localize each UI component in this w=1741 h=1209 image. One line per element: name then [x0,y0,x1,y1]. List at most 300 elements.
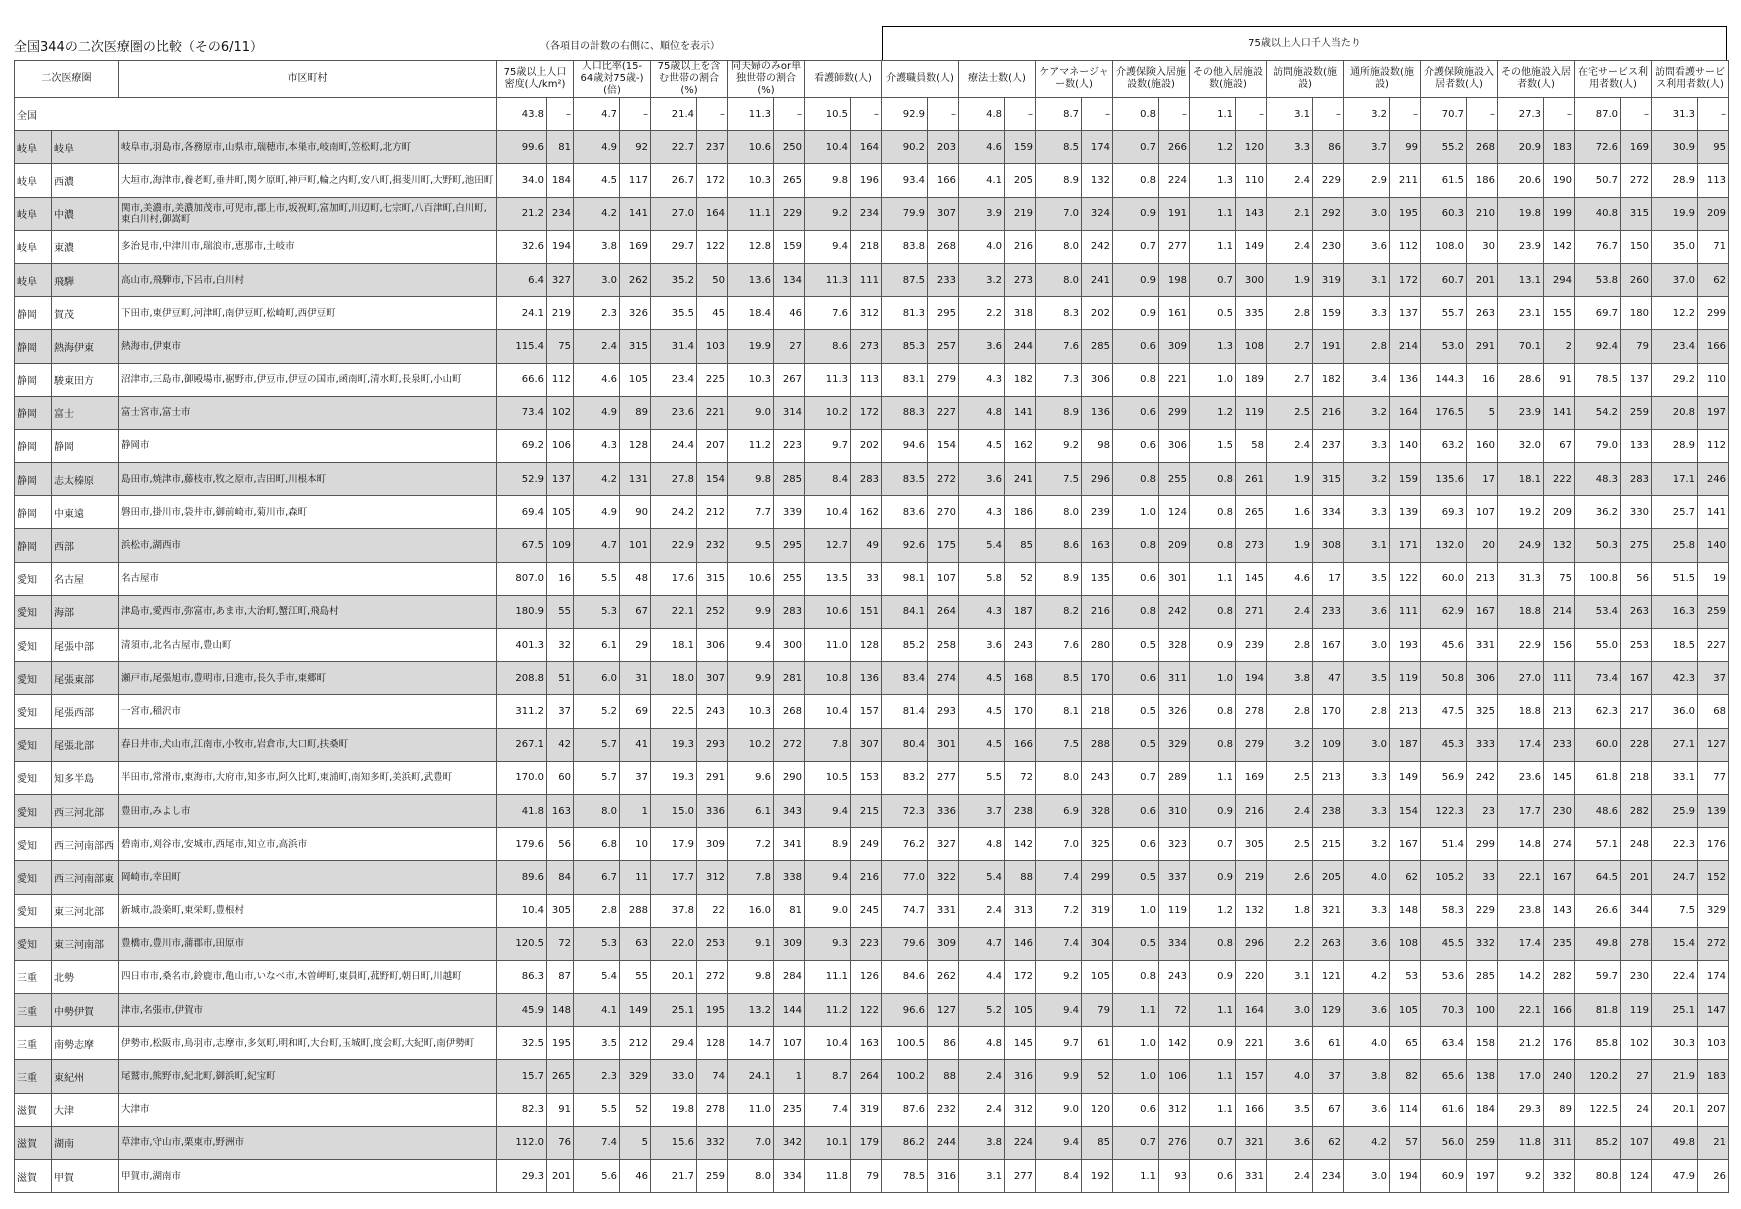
value-cell: 6.8 [574,828,620,861]
rank-cell: 105 [1390,994,1421,1027]
rank-cell: 245 [851,894,882,927]
value-cell: 2.4 [1267,1160,1313,1193]
rank-cell: 48 [620,562,651,595]
rank-cell: 107 [928,562,959,595]
area-cell: 駿東田方 [52,363,119,396]
value-cell: 1.9 [1267,529,1313,562]
rank-cell: 95 [1698,131,1729,164]
rank-cell: 139 [1390,496,1421,529]
cities-cell: 磐田市,掛川市,袋井市,御前崎市,菊川市,森町 [119,496,497,529]
rank-cell: 99 [1390,131,1421,164]
rank-cell: 164 [1236,994,1267,1027]
header-metric-3: 同夫婦のみor単独世帯の割合(%) [728,61,805,98]
rank-cell: 259 [1467,1126,1498,1159]
rank-cell: 278 [1621,927,1652,960]
rank-cell: 306 [1082,363,1113,396]
rank-cell: 328 [1082,794,1113,827]
rank-cell: 124 [1621,1160,1652,1193]
rank-cell: 230 [1621,960,1652,993]
value-cell: 59.7 [1575,960,1621,993]
cities-cell: 関市,美濃市,美濃加茂市,可児市,郡上市,坂祝町,富加町,川辺町,七宗町,八百津町,白川町,東白川村,御嵩町 [119,197,497,230]
value-cell: 32.0 [1498,429,1544,462]
rank-cell: 105 [1082,960,1113,993]
value-cell: 92.4 [1575,330,1621,363]
rank-cell: 159 [1390,463,1421,496]
value-cell: 120.2 [1575,1060,1621,1093]
rank-cell: 268 [774,695,805,728]
value-cell: 8.0 [1036,263,1082,296]
value-cell: 3.3 [1344,496,1390,529]
value-cell: 4.6 [1267,562,1313,595]
value-cell: 0.5 [1113,728,1159,761]
value-cell: 5.4 [574,960,620,993]
value-cell: 69.2 [497,429,547,462]
value-cell: 4.6 [959,131,1005,164]
rank-cell: 191 [1159,197,1190,230]
value-cell: 50.3 [1575,529,1621,562]
rank-cell: 242 [1467,761,1498,794]
value-cell: 53.8 [1575,263,1621,296]
value-cell: 0.8 [1190,529,1236,562]
cities-cell: 下田市,東伊豆町,河津町,南伊豆町,松崎町,西伊豆町 [119,297,497,330]
value-cell: 0.8 [1113,164,1159,197]
value-cell: 8.6 [805,330,851,363]
rank-cell: 87 [547,960,574,993]
rank-cell: 172 [1390,263,1421,296]
table-row [15,396,1729,429]
rank-cell: 175 [928,529,959,562]
rank-cell: 110 [1236,164,1267,197]
value-cell: 4.9 [574,496,620,529]
rank-cell: 19 [1698,562,1729,595]
value-cell: 9.5 [728,529,774,562]
rank-cell: 321 [1236,1126,1267,1159]
value-cell: 3.1 [959,1160,1005,1193]
rank-cell: 122 [1390,562,1421,595]
rank-cell: 215 [851,794,882,827]
value-cell: 7.5 [1036,463,1082,496]
rank-cell: 275 [1621,529,1652,562]
rank-cell: 161 [1159,297,1190,330]
value-cell: 50.7 [1575,164,1621,197]
value-cell: 53.4 [1575,595,1621,628]
value-cell: 1.0 [1113,496,1159,529]
rank-cell: 309 [774,927,805,960]
rank-cell: 243 [697,695,728,728]
rank-cell: 184 [1467,1093,1498,1126]
value-cell: 0.7 [1113,230,1159,263]
header-metric-6: 療法士数(人) [959,61,1036,98]
rank-cell: 37 [1698,662,1729,695]
value-cell: 1.1 [1113,1160,1159,1193]
table-row [15,794,1729,827]
rank-cell: 241 [1082,263,1113,296]
rank-cell: 186 [1467,164,1498,197]
value-cell: 98.1 [882,562,928,595]
rank-cell: 283 [774,595,805,628]
value-cell: 6.0 [574,662,620,695]
rank-cell: 105 [1005,994,1036,1027]
value-cell: 4.0 [1344,1027,1390,1060]
rank-cell: 148 [1390,894,1421,927]
rank-cell: 265 [547,1060,574,1093]
rank-cell: 305 [547,894,574,927]
cities-cell: 富士宮市,富士市 [119,396,497,429]
value-cell: 1.0 [1190,363,1236,396]
value-cell: 3.5 [574,1027,620,1060]
value-cell: 8.0 [1036,230,1082,263]
value-cell: 18.1 [651,629,697,662]
national-value: 43.8 [497,98,547,131]
rank-cell: 233 [928,263,959,296]
rank-cell: 133 [1621,429,1652,462]
value-cell: 2.5 [1267,396,1313,429]
rank-cell: 10 [620,828,651,861]
value-cell: 55.2 [1421,131,1467,164]
value-cell: 4.5 [959,728,1005,761]
value-cell: 3.3 [1344,794,1390,827]
value-cell: 1.1 [1190,230,1236,263]
rank-cell: 67 [620,595,651,628]
rank-cell: 141 [1698,496,1729,529]
value-cell: 7.2 [1036,894,1082,927]
area-cell: 静岡 [52,429,119,462]
value-cell: 84.1 [882,595,928,628]
rank-cell: 88 [1005,861,1036,894]
value-cell: 57.1 [1575,828,1621,861]
rank-cell: 258 [928,629,959,662]
area-cell: 富士 [52,396,119,429]
rank-cell: 272 [1698,927,1729,960]
value-cell: 9.4 [1036,1126,1082,1159]
rank-cell: 312 [1005,1093,1036,1126]
value-cell: 1.0 [1190,662,1236,695]
value-cell: 4.8 [959,396,1005,429]
value-cell: 4.1 [574,994,620,1027]
rank-cell: 75 [1544,562,1575,595]
value-cell: 81.8 [1575,994,1621,1027]
rank-cell: 55 [547,595,574,628]
rank-cell: 85 [1082,1126,1113,1159]
value-cell: 4.3 [959,363,1005,396]
value-cell: 17.6 [651,562,697,595]
value-cell: 0.5 [1113,629,1159,662]
value-cell: 94.6 [882,429,928,462]
prefecture-cell: 愛知 [15,562,52,595]
value-cell: 11.8 [1498,1126,1544,1159]
value-cell: 12.7 [805,529,851,562]
value-cell: 76.7 [1575,230,1621,263]
rank-cell: 137 [1621,363,1652,396]
value-cell: 0.8 [1113,960,1159,993]
value-cell: 27.1 [1652,728,1698,761]
prefecture-cell: 静岡 [15,297,52,330]
cities-cell: 新城市,設楽町,東栄町,豊根村 [119,894,497,927]
header-metric-13: その他施設入居者数(人) [1498,61,1575,98]
rank-cell: 296 [1082,463,1113,496]
rank-cell: 234 [1313,1160,1344,1193]
value-cell: 105.2 [1421,861,1467,894]
area-cell: 志太榛原 [52,463,119,496]
value-cell: 35.0 [1652,230,1698,263]
rank-cell: 264 [928,595,959,628]
value-cell: 82.3 [497,1093,547,1126]
value-cell: 87.5 [882,263,928,296]
rank-cell: 265 [1236,496,1267,529]
rank-cell: 160 [1467,429,1498,462]
rank-cell: 168 [1005,662,1036,695]
value-cell: 64.5 [1575,861,1621,894]
value-cell: 10.6 [728,131,774,164]
value-cell: 4.7 [959,927,1005,960]
value-cell: 23.8 [1498,894,1544,927]
value-cell: 3.6 [959,330,1005,363]
value-cell: 132.0 [1421,529,1467,562]
rank-cell: 272 [774,728,805,761]
prefecture-cell: 愛知 [15,794,52,827]
rank-cell: 229 [1467,894,1498,927]
rank-cell: 276 [1159,1126,1190,1159]
value-cell: 11.0 [728,1093,774,1126]
value-cell: 1.0 [1113,1027,1159,1060]
rank-cell: 91 [1544,363,1575,396]
value-cell: 0.7 [1113,1126,1159,1159]
table-row [15,529,1729,562]
rank-cell: 132 [1082,164,1113,197]
prefecture-cell: 愛知 [15,595,52,628]
value-cell: 81.4 [882,695,928,728]
rank-cell: 313 [1005,894,1036,927]
rank-cell: 141 [1005,396,1036,429]
rank-cell: 218 [851,230,882,263]
value-cell: 35.5 [651,297,697,330]
rank-cell: 76 [547,1126,574,1159]
table-row [15,496,1729,529]
rank-cell: 223 [774,429,805,462]
national-rank: – [851,98,882,131]
value-cell: 19.3 [651,728,697,761]
rank-cell: 253 [697,927,728,960]
rank-cell: 105 [620,363,651,396]
rank-cell: 194 [547,230,574,263]
value-cell: 1.0 [1113,894,1159,927]
value-cell: 10.4 [805,496,851,529]
value-cell: 61.8 [1575,761,1621,794]
rank-cell: 299 [1159,396,1190,429]
rank-cell: 218 [1621,761,1652,794]
value-cell: 28.9 [1652,429,1698,462]
value-cell: 73.4 [497,396,547,429]
value-cell: 4.8 [959,828,1005,861]
value-cell: 9.2 [1498,1160,1544,1193]
rank-cell: 274 [928,662,959,695]
rank-cell: 260 [1621,263,1652,296]
value-cell: 92.6 [882,529,928,562]
value-cell: 4.3 [574,429,620,462]
rank-cell: 126 [851,960,882,993]
rank-cell: 100 [1467,994,1498,1027]
value-cell: 9.4 [728,629,774,662]
rank-cell: 167 [1544,861,1575,894]
rank-cell: 82 [1390,1060,1421,1093]
rank-cell: 145 [1544,761,1575,794]
rank-cell: 141 [1544,396,1575,429]
value-cell: 62.9 [1421,595,1467,628]
value-cell: 5.5 [959,761,1005,794]
rank-cell: 336 [697,794,728,827]
value-cell: 3.3 [1267,131,1313,164]
cities-cell: 岡崎市,幸田町 [119,861,497,894]
cities-cell: 草津市,守山市,栗東市,野洲市 [119,1126,497,1159]
rank-cell: 17 [1467,463,1498,496]
value-cell: 11.3 [805,263,851,296]
rank-cell: 198 [1159,263,1190,296]
value-cell: 70.3 [1421,994,1467,1027]
rank-cell: 193 [1390,629,1421,662]
rank-cell: 263 [1621,595,1652,628]
value-cell: 30.9 [1652,131,1698,164]
value-cell: 18.8 [1498,595,1544,628]
rank-cell: 61 [1082,1027,1113,1060]
value-cell: 23.4 [1652,330,1698,363]
rank-cell: 102 [1621,1027,1652,1060]
rank-cell: 334 [774,1160,805,1193]
rank-cell: 233 [1313,595,1344,628]
national-rank: – [620,98,651,131]
rank-cell: 295 [928,297,959,330]
value-cell: 267.1 [497,728,547,761]
table-row [15,429,1729,462]
value-cell: 1.9 [1267,463,1313,496]
value-cell: 3.3 [1344,297,1390,330]
value-cell: 4.2 [1344,1126,1390,1159]
value-cell: 5.4 [959,861,1005,894]
value-cell: 10.2 [728,728,774,761]
value-cell: 69.3 [1421,496,1467,529]
value-cell: 3.6 [959,629,1005,662]
rank-cell: 343 [774,794,805,827]
rank-cell: 172 [697,164,728,197]
value-cell: 3.6 [1344,994,1390,1027]
value-cell: 4.7 [574,529,620,562]
rank-cell: 299 [1082,861,1113,894]
value-cell: 2.7 [1267,363,1313,396]
rank-cell: 157 [1236,1060,1267,1093]
value-cell: 8.9 [1036,562,1082,595]
rank-cell: 229 [774,197,805,230]
value-cell: 0.7 [1190,828,1236,861]
value-cell: 3.6 [959,463,1005,496]
value-cell: 2.4 [574,330,620,363]
national-value: 27.3 [1498,98,1544,131]
rank-cell: 285 [774,463,805,496]
value-cell: 0.8 [1190,463,1236,496]
value-cell: 80.4 [882,728,928,761]
value-cell: 401.3 [497,629,547,662]
rank-cell: 306 [1467,662,1498,695]
rank-cell: 164 [697,197,728,230]
area-cell: 知多半島 [52,761,119,794]
national-value: 11.3 [728,98,774,131]
value-cell: 7.0 [1036,197,1082,230]
value-cell: 4.3 [959,496,1005,529]
value-cell: 24.2 [651,496,697,529]
rank-cell: 312 [697,861,728,894]
value-cell: 20.8 [1652,396,1698,429]
rank-cell: 53 [1390,960,1421,993]
rank-cell: 216 [851,861,882,894]
rank-cell: 109 [1313,728,1344,761]
value-cell: 9.4 [805,861,851,894]
rank-cell: 316 [928,1160,959,1193]
value-cell: 32.6 [497,230,547,263]
rank-cell: 157 [851,695,882,728]
value-cell: 17.4 [1498,728,1544,761]
value-cell: 17.0 [1498,1060,1544,1093]
value-cell: 23.6 [1498,761,1544,794]
rank-cell: 119 [1390,662,1421,695]
value-cell: 15.0 [651,794,697,827]
value-cell: 72.3 [882,794,928,827]
value-cell: 10.6 [728,562,774,595]
rank-cell: 300 [1236,263,1267,296]
area-cell: 東紀州 [52,1060,119,1093]
rank-cell: 201 [547,1160,574,1193]
value-cell: 80.8 [1575,1160,1621,1193]
rank-cell: 207 [1698,1093,1729,1126]
rank-cell: 240 [1544,1060,1575,1093]
rank-cell: 154 [1390,794,1421,827]
rank-cell: 174 [1698,960,1729,993]
value-cell: 79.0 [1575,429,1621,462]
rank-cell: 282 [1621,794,1652,827]
rank-cell: 179 [851,1126,882,1159]
value-cell: 4.5 [959,695,1005,728]
national-rank: – [1005,98,1036,131]
rank-cell: 131 [620,463,651,496]
rank-cell: 159 [1313,297,1344,330]
value-cell: 10.4 [805,1027,851,1060]
value-cell: 53.0 [1421,330,1467,363]
rank-cell: 74 [697,1060,728,1093]
table-row [15,595,1729,628]
value-cell: 2.4 [1267,429,1313,462]
header-metric-15: 訪問看護サービス利用者数(人) [1652,61,1729,98]
area-cell: 中濃 [52,197,119,230]
value-cell: 45.3 [1421,728,1467,761]
value-cell: 22.9 [1498,629,1544,662]
value-cell: 29.3 [1498,1093,1544,1126]
value-cell: 11.8 [805,1160,851,1193]
rank-cell: 314 [774,396,805,429]
value-cell: 0.8 [1190,695,1236,728]
value-cell: 22.3 [1652,828,1698,861]
rank-cell: 119 [1159,894,1190,927]
value-cell: 2.4 [1267,595,1313,628]
value-cell: 3.8 [959,1126,1005,1159]
national-rank: – [697,98,728,131]
value-cell: 31.4 [651,330,697,363]
value-cell: 51.4 [1421,828,1467,861]
value-cell: 24.1 [497,297,547,330]
rank-cell: 167 [1621,662,1652,695]
value-cell: 2.7 [1267,330,1313,363]
rank-cell: 329 [620,1060,651,1093]
value-cell: 0.7 [1113,761,1159,794]
cities-cell: 高山市,飛騨市,下呂市,白川村 [119,263,497,296]
value-cell: 5.2 [574,695,620,728]
rank-cell: 268 [928,230,959,263]
